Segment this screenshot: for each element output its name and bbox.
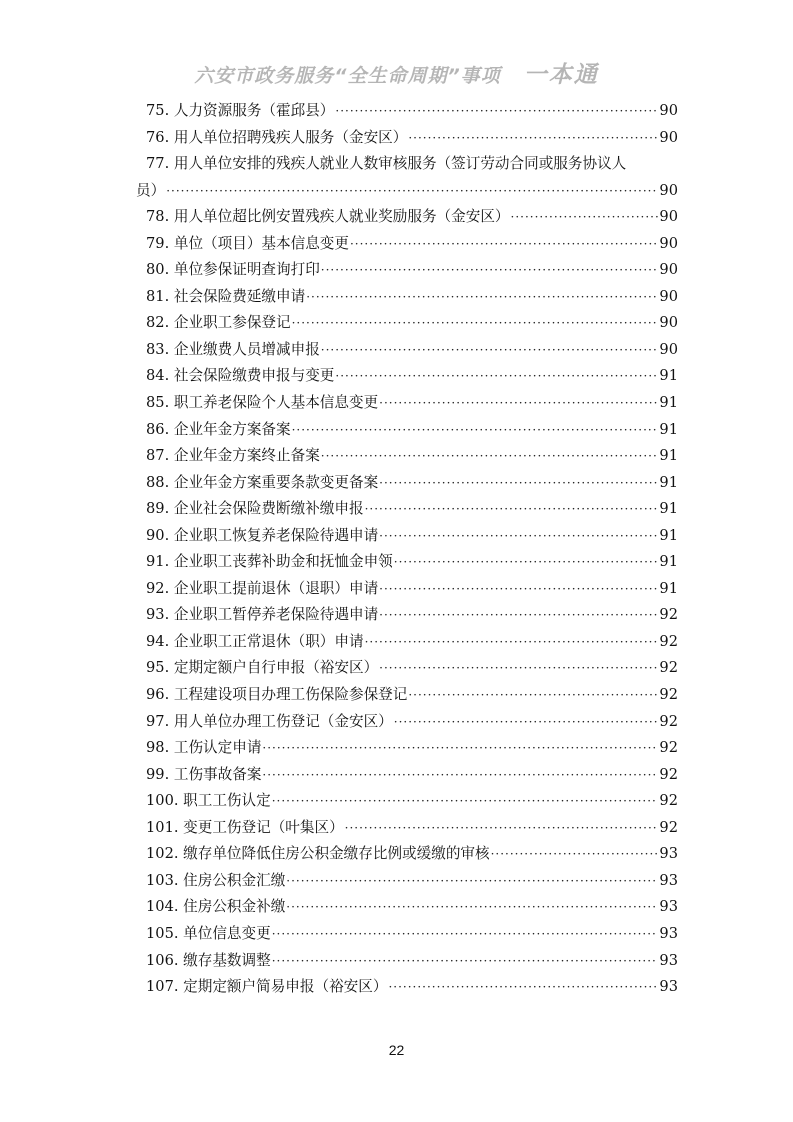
toc-entry[interactable] <box>146 735 678 762</box>
toc-entry[interactable] <box>146 363 678 390</box>
toc-entry[interactable] <box>146 602 678 629</box>
leader-dots <box>286 894 658 921</box>
toc-entry-page: 92 <box>659 792 678 810</box>
toc-entry-title: 99. 工伤事故备案 <box>146 765 262 783</box>
toc-entry[interactable] <box>146 310 678 337</box>
leader-dots <box>262 735 658 762</box>
toc-entry-title: 107. 定期定额户简易申报（裕安区） <box>146 978 388 996</box>
toc-entry[interactable] <box>146 894 678 921</box>
toc-entry-page: 92 <box>659 765 678 783</box>
leader-dots <box>286 868 658 895</box>
toc-entry-title: 89. 企业社会保险费断缴补缴申报 <box>146 500 364 518</box>
toc-entry-title: 98. 工伤认定申请 <box>146 739 262 757</box>
toc-entry-title: 81. 社会保险费延缴申请 <box>146 287 306 305</box>
toc-entry-page: 90 <box>659 314 678 332</box>
toc-entry[interactable] <box>146 709 678 736</box>
toc-entry-continuation[interactable] <box>136 178 678 205</box>
toc-entry-title: 90. 企业职工恢复养老保险待遇申请 <box>146 526 379 544</box>
toc-entry-page: 93 <box>659 924 678 942</box>
leader-dots <box>379 602 658 629</box>
toc-entry-title-continued: 员） <box>136 181 166 199</box>
toc-entry[interactable] <box>146 655 678 682</box>
toc-entry-title: 103. 住房公积金汇缴 <box>146 871 286 889</box>
toc-entry-page: 91 <box>659 526 678 544</box>
toc-entry-page: 93 <box>659 951 678 969</box>
leader-dots <box>379 470 658 497</box>
toc-entry-page: 93 <box>659 871 678 889</box>
toc-entry-page: 92 <box>659 686 678 704</box>
leader-dots <box>166 178 658 205</box>
table-of-contents <box>136 98 678 1001</box>
toc-entry[interactable] <box>146 443 678 470</box>
toc-entry-title: 94. 企业职工正常退休（职）申请 <box>146 632 364 650</box>
toc-entry[interactable] <box>146 231 678 258</box>
toc-entry[interactable] <box>146 151 678 178</box>
leader-dots <box>306 284 658 311</box>
toc-entry-title: 85. 职工养老保险个人基本信息变更 <box>146 394 379 412</box>
toc-entry-page: 90 <box>659 102 678 119</box>
toc-entry-title: 82. 企业职工参保登记 <box>146 314 291 332</box>
toc-entry-title: 104. 住房公积金补缴 <box>146 898 286 916</box>
toc-entry-title: 105. 单位信息变更 <box>146 924 271 942</box>
toc-entry-page: 91 <box>659 579 678 597</box>
leader-dots <box>408 682 658 709</box>
toc-entry[interactable] <box>146 788 678 815</box>
toc-entry-page: 91 <box>659 394 678 412</box>
toc-entry-title: 83. 企业缴费人员增减申报 <box>146 340 320 358</box>
leader-dots <box>292 417 659 444</box>
toc-entry-page: 92 <box>659 712 678 730</box>
toc-entry[interactable] <box>146 921 678 948</box>
leader-dots <box>365 629 659 656</box>
toc-entry-page: 91 <box>659 500 678 518</box>
toc-entry-title: 75. 人力资源服务（霍邱县） <box>146 102 335 119</box>
toc-entry-page: 91 <box>659 473 678 491</box>
leader-dots <box>394 549 659 576</box>
leader-dots <box>379 390 658 417</box>
toc-entry-title: 86. 企业年金方案备案 <box>146 420 291 438</box>
toc-entry-page: 93 <box>659 898 678 916</box>
leader-dots <box>335 363 658 390</box>
leader-dots <box>379 655 658 682</box>
leader-dots <box>379 523 658 550</box>
toc-entry[interactable] <box>146 337 678 364</box>
leader-dots <box>379 576 658 603</box>
toc-entry[interactable] <box>146 549 678 576</box>
toc-entry[interactable] <box>146 470 678 497</box>
leader-dots <box>321 443 659 470</box>
leader-dots <box>272 948 659 975</box>
toc-entry-page: 90 <box>659 234 678 252</box>
toc-entry-title: 92. 企业职工提前退休（退职）申请 <box>146 579 379 597</box>
toc-entry-page: 92 <box>659 632 678 650</box>
toc-entry-title: 93. 企业职工暂停养老保险待遇申请 <box>146 606 379 624</box>
toc-entry-page: 93 <box>659 978 678 996</box>
toc-entry-title: 91. 企业职工丧葬补助金和抚恤金申领 <box>146 553 393 571</box>
leader-dots <box>272 921 659 948</box>
toc-entry[interactable] <box>146 868 678 895</box>
toc-entry-title: 96. 工程建设项目办理工伤保险参保登记 <box>146 686 408 704</box>
page-header <box>0 56 793 89</box>
toc-entry-page: 92 <box>659 818 678 836</box>
leader-dots <box>365 496 659 523</box>
leader-dots <box>350 231 658 258</box>
toc-entry-page: 92 <box>659 739 678 757</box>
leader-dots <box>491 841 659 868</box>
toc-entry-page: 92 <box>659 659 678 677</box>
toc-entry-title: 106. 缴存基数调整 <box>146 951 271 969</box>
toc-entry-page: 90 <box>659 208 678 226</box>
toc-entry[interactable] <box>146 204 678 231</box>
toc-entry-title: 88. 企业年金方案重要条款变更备案 <box>146 473 379 491</box>
toc-entry[interactable] <box>146 523 678 550</box>
toc-entry-title: 76. 用人单位招聘残疾人服务（金安区） <box>146 128 408 146</box>
toc-entry-page: 90 <box>659 340 678 358</box>
leader-dots <box>262 762 658 789</box>
toc-entry[interactable] <box>146 257 678 284</box>
leader-dots <box>408 125 658 152</box>
header-title: 六安市政务服务“全生命周期”事项 <box>194 65 501 87</box>
toc-entry-page: 91 <box>659 367 678 385</box>
header-brand: 一本通 <box>523 62 599 88</box>
toc-entry-page: 93 <box>659 845 678 863</box>
toc-entry-page: 90 <box>659 128 678 146</box>
toc-entry[interactable] <box>146 98 678 125</box>
toc-entry-title: 78. 用人单位超比例安置残疾人就业奖励服务（金安区） <box>146 208 510 226</box>
toc-entry-title: 95. 定期定额户自行申报（裕安区） <box>146 659 379 677</box>
toc-entry[interactable] <box>146 682 678 709</box>
toc-entry-title: 84. 社会保险缴费申报与变更 <box>146 367 335 385</box>
toc-entry[interactable] <box>146 762 678 789</box>
toc-entry-page: 92 <box>659 606 678 624</box>
toc-entry-title: 77. 用人单位安排的残疾人就业人数审核服务（签订劳动合同或服务协议人 <box>146 155 627 173</box>
leader-dots <box>394 709 659 736</box>
leader-dots <box>292 310 659 337</box>
leader-dots <box>272 788 659 815</box>
toc-entry-page: 90 <box>659 181 678 199</box>
toc-entry-page: 91 <box>659 553 678 571</box>
toc-entry[interactable] <box>146 496 678 523</box>
leader-dots <box>511 204 659 231</box>
toc-entry-title: 79. 单位（项目）基本信息变更 <box>146 234 349 252</box>
toc-entry-page: 91 <box>659 420 678 438</box>
toc-entry-title: 87. 企业年金方案终止备案 <box>146 447 320 465</box>
toc-entry-page: 91 <box>659 447 678 465</box>
toc-entry[interactable] <box>146 576 678 603</box>
toc-entry-title: 102. 缴存单位降低住房公积金缴存比例或缓缴的审核 <box>146 845 490 863</box>
toc-entry[interactable] <box>146 284 678 311</box>
toc-entry-title: 80. 单位参保证明查询打印 <box>146 261 320 279</box>
leader-dots <box>335 98 658 125</box>
toc-entry[interactable] <box>146 948 678 975</box>
toc-entry[interactable] <box>146 125 678 152</box>
toc-entry[interactable] <box>146 815 678 842</box>
leader-dots <box>321 257 659 284</box>
toc-entry[interactable] <box>146 974 678 1001</box>
toc-entry-title: 100. 职工工伤认定 <box>146 792 271 810</box>
toc-entry[interactable] <box>146 629 678 656</box>
leader-dots <box>321 337 659 364</box>
leader-dots <box>388 974 658 1001</box>
toc-entry[interactable] <box>146 841 678 868</box>
toc-entry-page: 90 <box>659 261 678 279</box>
toc-entry-page: 90 <box>659 287 678 305</box>
toc-entry[interactable] <box>146 417 678 444</box>
leader-dots <box>345 815 659 842</box>
toc-entry[interactable] <box>146 390 678 417</box>
toc-entry-title: 101. 变更工伤登记（叶集区） <box>146 818 344 836</box>
toc-entry-title: 97. 用人单位办理工伤登记（金安区） <box>146 712 393 730</box>
page-number: 22 <box>388 1042 405 1058</box>
